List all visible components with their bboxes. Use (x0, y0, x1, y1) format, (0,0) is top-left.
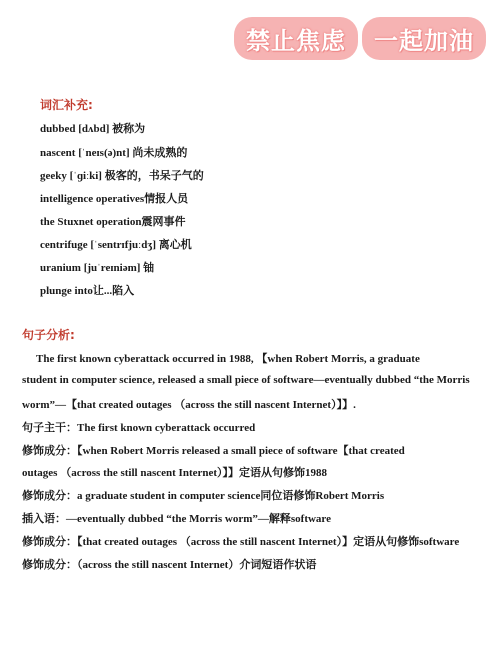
sentence-line: The first known cyberattack occurred in 1988, 【when Robert Morris, a graduate (36, 353, 420, 365)
sentence-line: worm”—【that created outages （across the still nascent Internet）】】. (22, 399, 356, 411)
analysis-line: 修饰成分：【when Robert Morris released a small piece of software【that created (22, 445, 405, 457)
banner-text-1: 禁止焦虑 (234, 17, 358, 60)
analysis-line: 修饰成分：（across the still nascent Internet）介词短语作状语 (22, 559, 317, 571)
vocab-item: the Stuxnet operation震网事件 (40, 216, 186, 228)
vocab-section-title: 词汇补充: (40, 98, 93, 112)
motivation-banner (234, 18, 486, 58)
analysis-line: 修饰成分：a graduate student in computer science同位语修饰Robert Morris (22, 490, 385, 502)
vocab-item: nascent [ˈneɪs(ə)nt] 尚未成熟的 (40, 147, 188, 159)
analysis-line: 插入语：—eventually dubbed “the Morris worm”—解释software (22, 513, 331, 525)
vocab-item: plunge into让...陷入 (40, 285, 135, 297)
sentence-section-title: 句子分析: (22, 328, 75, 342)
analysis-line: 修饰成分：【that created outages （across the still nascent Internet）】定语从句修饰software (22, 536, 460, 548)
sentence-line: student in computer science, released a small piece of software—eventually dubbed “the Morris (22, 374, 470, 386)
vocab-item: intelligence operatives情报人员 (40, 193, 189, 205)
vocab-item: geeky [ˈɡiːki] 极客的，书呆子气的 (40, 170, 204, 182)
vocab-item: centrifuge [ˈsentrɪfjuːdʒ] 离心机 (40, 239, 192, 251)
vocab-item: uranium [juˈreɪniəm] 铀 (40, 262, 155, 274)
analysis-line: 句子主干：The first known cyberattack occurred (22, 422, 256, 434)
banner-text-2: 一起加油 (362, 17, 486, 60)
vocab-item: dubbed [dʌbd] 被称为 (40, 123, 146, 135)
analysis-line: outages （across the still nascent Internet）】】定语从句修饰1988 (22, 467, 328, 479)
